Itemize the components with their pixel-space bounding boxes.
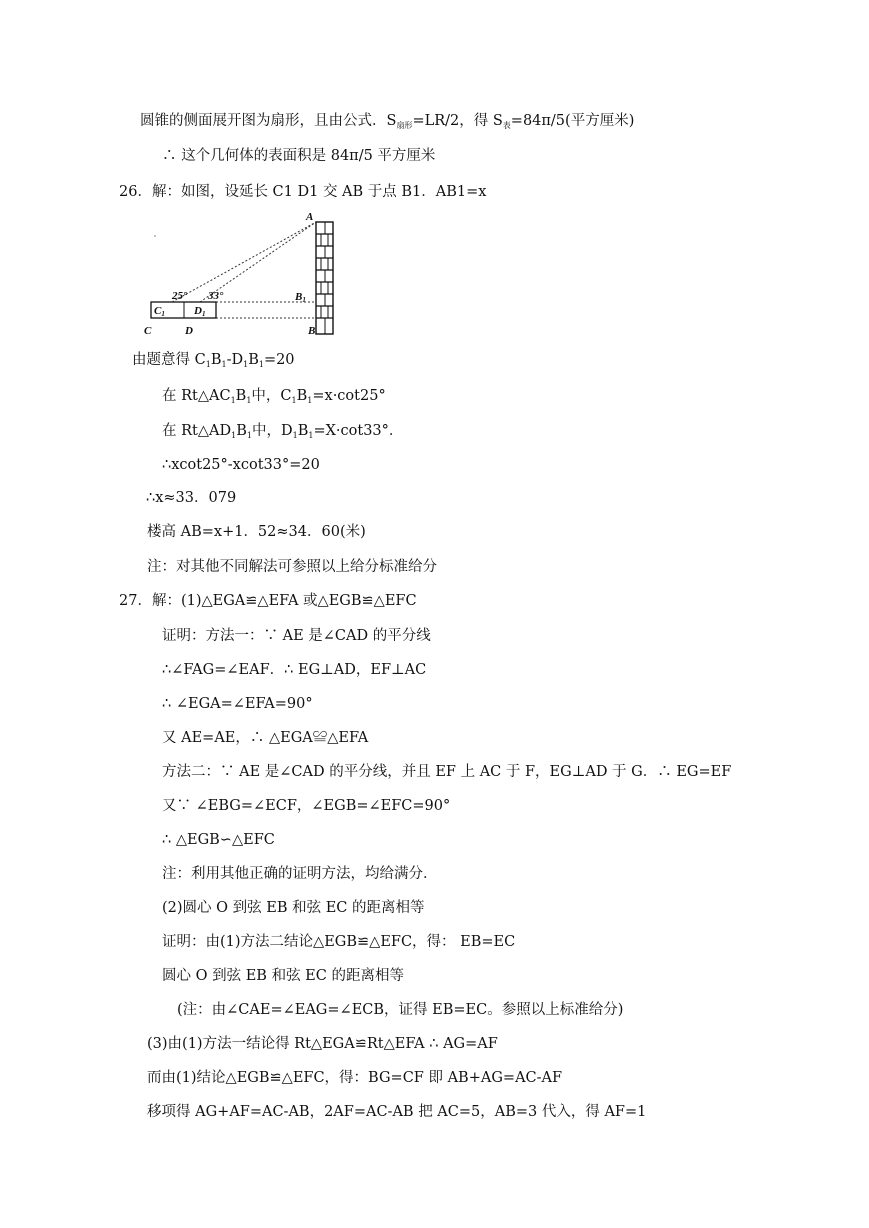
label-c1: C1 <box>154 305 165 318</box>
text-line-part2-note: (注：由∠CAE=∠EAG=∠ECB，证得 EB=EC。参照以上标准给分) <box>177 1002 624 1018</box>
text-line-part2: (2)圆心 O 到弦 EB 和弦 EC 的距离相等 <box>162 900 425 916</box>
text-line-note-26: 注：对其他不同解法可参照以上给分标准给分 <box>147 559 437 575</box>
text-line-rt-ad1b1: 在 $Rt\triangle AD_1B_1$中，$D_1B_1=X\cdot\cot 33^\circ$． <box>162 423 404 440</box>
angle-25-label: 25° <box>172 290 188 302</box>
text-line-similar-egb-efc: ∴ △EGB∽△EFC <box>162 832 275 848</box>
text-line-part2-conclusion: 圆心 O 到弦 EB 和弦 EC 的距离相等 <box>162 968 404 984</box>
problem-26-heading: 26．解：如图，设延长 C1 D1 交 AB 于点 B1．AB1=x <box>119 184 487 200</box>
sight-line-c1 <box>172 222 316 302</box>
text-line-angle-equal: ∴∠FAG=∠EAF．∴ EG⊥AD，EF⊥AC <box>162 662 427 678</box>
label-b: B <box>308 325 316 337</box>
text-line-building-height: 楼高 AB=x+1．52≈34．60(米) <box>147 524 366 540</box>
building-height-figure <box>130 210 345 338</box>
text-line-cone-surface-formula: 圆锥的侧面展开图为扇形，且由公式．$S_{扇形}=LR/2$，得 $S_表=84\pi/5$(平方厘米) <box>140 113 635 130</box>
problem-27-heading: 27．解：(1)△EGA≌△EFA 或△EGB≌△EFC <box>119 593 417 609</box>
text-line-part3-result: 移项得 AG+AF=AC-AB，2AF=AC-AB 把 AC=5，AB=3 代入，得 AF=1 <box>147 1104 647 1120</box>
text-line-congruent-ega-efa: 又 AE=AE，∴ △EGA≌△EFA <box>162 730 369 746</box>
text-line-proof-method1: 证明：方法一：∵ AE 是∠CAD 的平分线 <box>162 628 431 644</box>
text-line-x-value: ∴x≈33．079 <box>146 490 237 506</box>
text-line-surface-area-result: ∴ 这个几何体的表面积是 84π/5 平方厘米 <box>162 148 436 164</box>
text-line-part3-bg-cf: 而由(1)结论△EGB≌△EFC，得：BG=CF 即 AB+AG=AC-AF <box>147 1070 563 1086</box>
text-line-proof-method2: 方法二：∵ AE 是∠CAD 的平分线，并且 EF 上 AC 于 F，EG⊥AD 于 G．∴ EG=EF <box>162 764 732 780</box>
text-line-note-27: 注：利用其他正确的证明方法，均给满分． <box>162 866 438 882</box>
label-c: C <box>144 325 152 337</box>
brick-wall <box>316 222 333 334</box>
text-line-given: 由题意得 $C_1B_1-D_1B_1=20$ <box>132 352 295 369</box>
angle-33-label: 33° <box>208 290 224 302</box>
label-d: D <box>185 325 193 337</box>
text-line-angles-ebg-ecf: 又∵ ∠EBG=∠ECF，∠EGB=∠EFC=90° <box>162 798 451 814</box>
text-line-rt-ac1b1: 在 $Rt\triangle AC_1B_1$中，$C_1B_1=x\cdot\cot 25^\circ$ <box>162 388 386 405</box>
text-line-part3: (3)由(1)方法一结论得 Rt△EGA≌Rt△EFA ∴ AG=AF <box>147 1036 498 1052</box>
text-line-part2-proof: 证明：由(1)方法二结论△EGB≌△EFC，得： EB=EC <box>162 934 516 950</box>
text-line-equation: ∴xcot25°-xcot33°=20 <box>162 457 320 473</box>
label-a: A <box>306 211 314 223</box>
label-d1: D1 <box>194 305 206 318</box>
text-line-right-angles: ∴ ∠EGA=∠EFA=90° <box>162 696 313 712</box>
label-b1: B1 <box>295 291 306 304</box>
